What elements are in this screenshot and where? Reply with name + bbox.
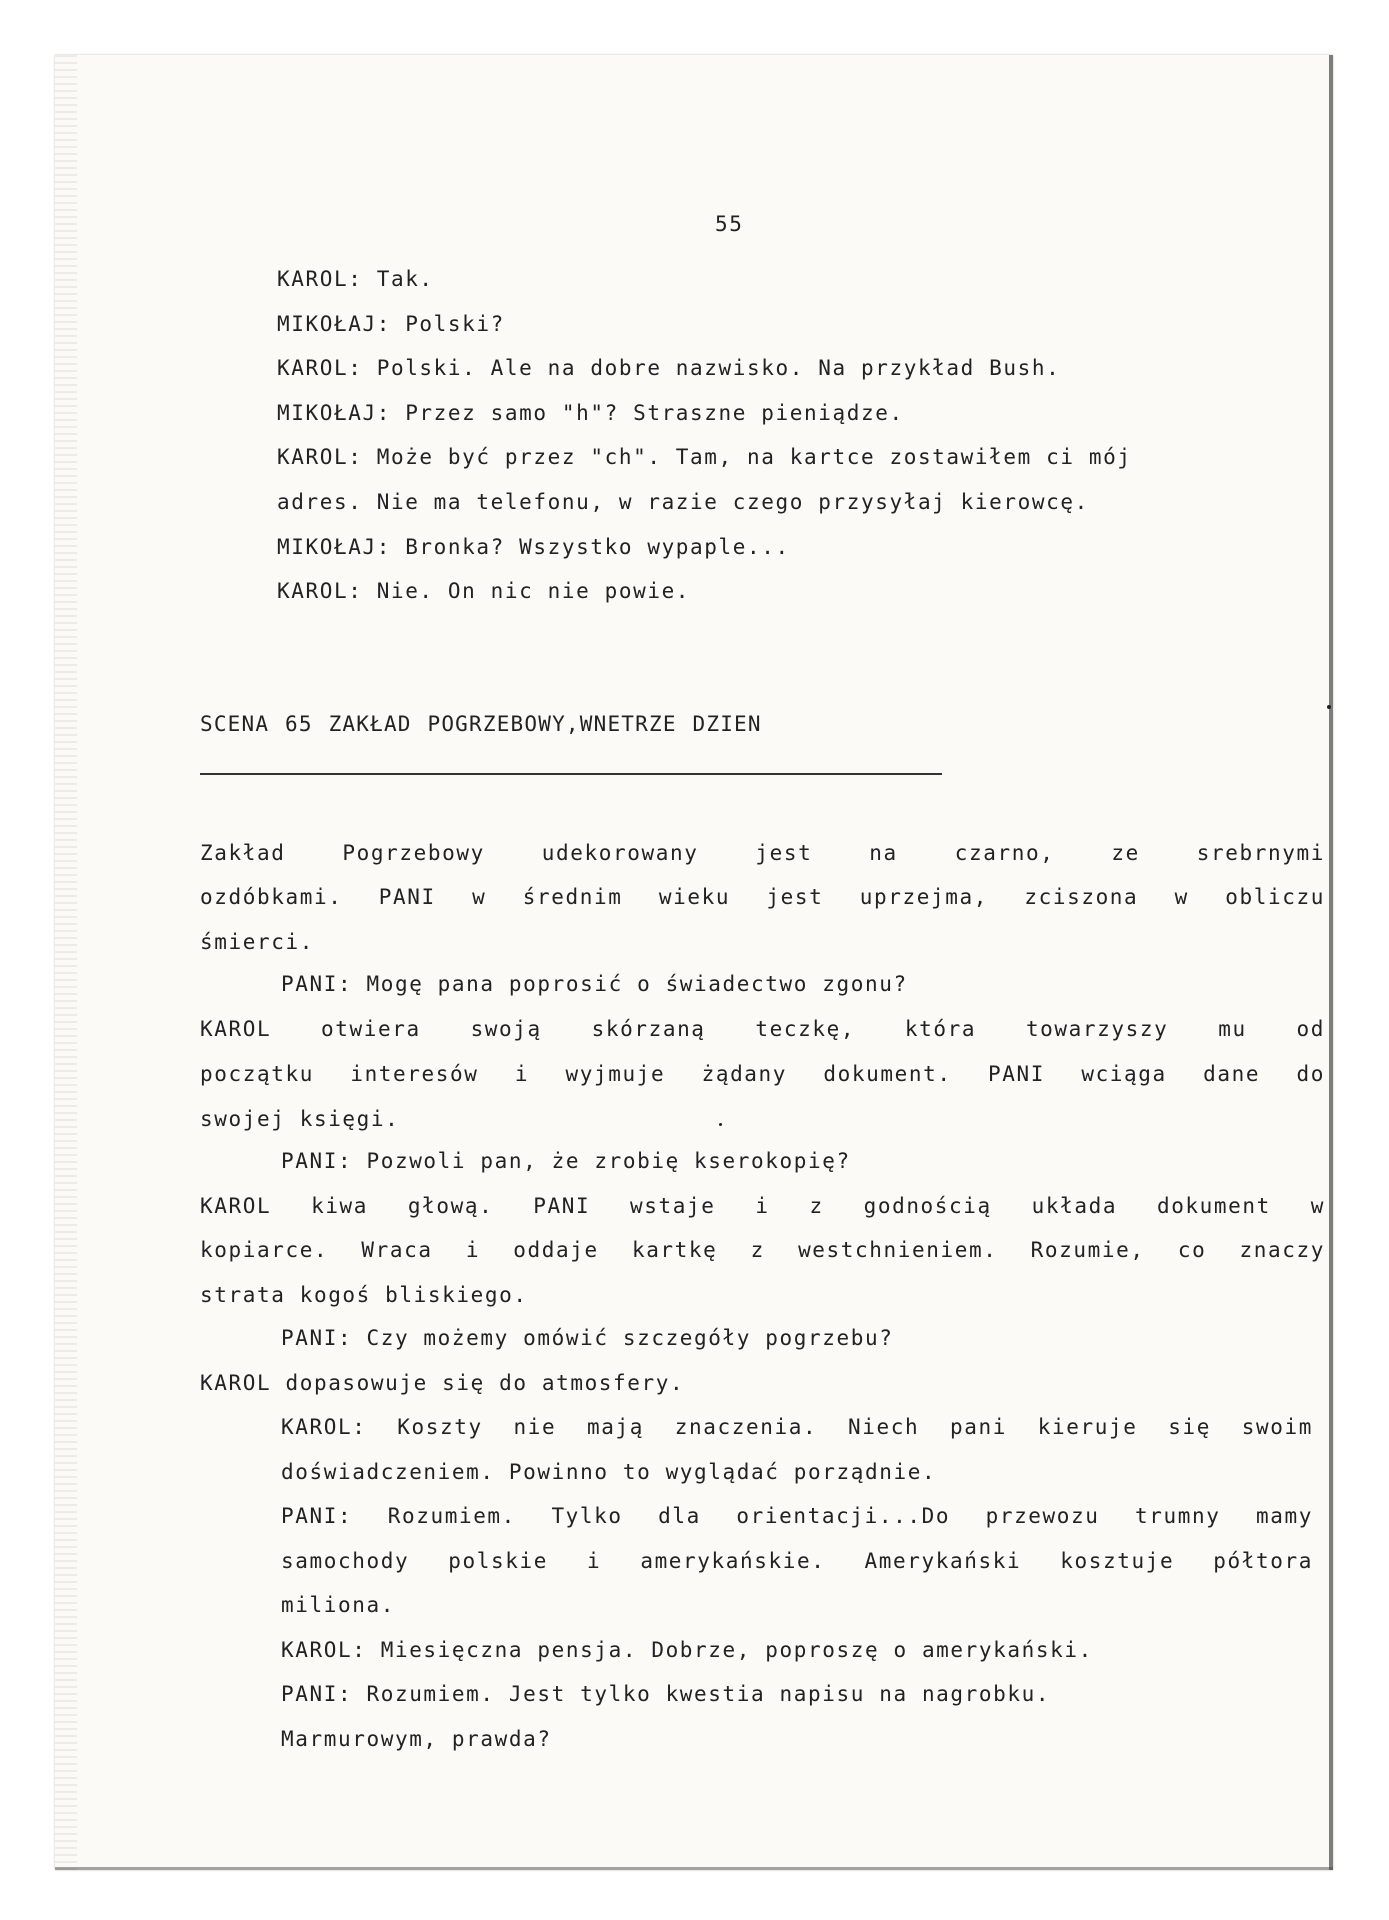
action-line: KAROL dopasowuje się do atmosfery. — [200, 1371, 685, 1395]
dialogue-line: KAROL: Miesięczna pensja. Dobrze, poproszę o amerykański. — [281, 1638, 1093, 1662]
dialogue-line: PANI: Pozwoli pan, że zrobię kserokopię? — [281, 1149, 851, 1173]
action-line: kopiarce. Wraca i oddaje kartkę z westchnieniem. Rozumie, co znaczy — [200, 1238, 1325, 1262]
dialogue-line: adres. Nie ma telefonu, w razie czego przysyłaj kierowcę. — [277, 490, 1089, 514]
action-line: swojej księgi. — [200, 1107, 400, 1131]
scene-heading: SCENA 65 ZAKŁAD POGRZEBOWY,WNETRZE DZIEN — [200, 712, 762, 736]
dialogue-line: MIKOŁAJ: Bronka? Wszystko wypaple... — [277, 535, 790, 559]
scene-underline — [200, 773, 942, 775]
dialogue-line: samochody polskie i amerykańskie. Amerykański kosztuje półtora — [281, 1549, 1313, 1573]
dialogue-line: KAROL: Koszty nie mają znaczenia. Niech pani kieruje się swoim — [281, 1415, 1313, 1439]
dialogue-line: PANI: Rozumiem. Tylko dla orientacji...Do przewozu trumny mamy — [281, 1504, 1313, 1528]
action-line: początku interesów i wyjmuje żądany dokument. PANI wciąga dane do — [200, 1062, 1325, 1086]
scan-speck — [719, 1123, 722, 1126]
dialogue-line: KAROL: Nie. On nic nie powie. — [277, 579, 691, 603]
action-line: KAROL otwiera swoją skórzaną teczkę, która towarzyszy mu od — [200, 1017, 1325, 1041]
dialogue-line: miliona. — [281, 1593, 395, 1617]
dialogue-line: KAROL: Może być przez "ch". Tam, na kartce zostawiłem ci mój — [277, 445, 1132, 469]
action-line: Zakład Pogrzebowy udekorowany jest na czarno, ze srebrnymi — [200, 841, 1325, 865]
page-number: 55 — [715, 212, 744, 236]
scan-edge-right — [1329, 55, 1333, 1870]
dialogue-line: KAROL: Tak. — [277, 267, 434, 291]
action-line: ozdóbkami. PANI w średnim wieku jest uprzejma, zciszona w obliczu — [200, 885, 1325, 909]
action-line: strata kogoś bliskiego. — [200, 1283, 528, 1307]
dialogue-line: Marmurowym, prawda? — [281, 1727, 552, 1751]
action-line: śmierci. — [200, 930, 314, 954]
dialogue-line: PANI: Czy możemy omówić szczegóły pogrzebu? — [281, 1326, 894, 1350]
dialogue-line: PANI: Rozumiem. Jest tylko kwestia napisu na nagrobku. — [281, 1682, 1051, 1706]
dialogue-line: KAROL: Polski. Ale na dobre nazwisko. Na przykład Bush. — [277, 356, 1061, 380]
scan-shadow-left — [55, 55, 77, 1870]
action-line: KAROL kiwa głową. PANI wstaje i z godnością układa dokument w — [200, 1194, 1325, 1218]
dialogue-line: PANI: Mogę pana poprosić o świadectwo zgonu? — [281, 972, 908, 996]
dialogue-line: MIKOŁAJ: Polski? — [277, 312, 505, 336]
dialogue-line: doświadczeniem. Powinno to wyglądać porządnie. — [281, 1460, 937, 1484]
script-page — [55, 55, 1333, 1870]
scan-speck — [1327, 705, 1331, 709]
dialogue-line: MIKOŁAJ: Przez samo "h"? Straszne pieniądze. — [277, 401, 904, 425]
scan-edge-bottom — [55, 1867, 1333, 1870]
